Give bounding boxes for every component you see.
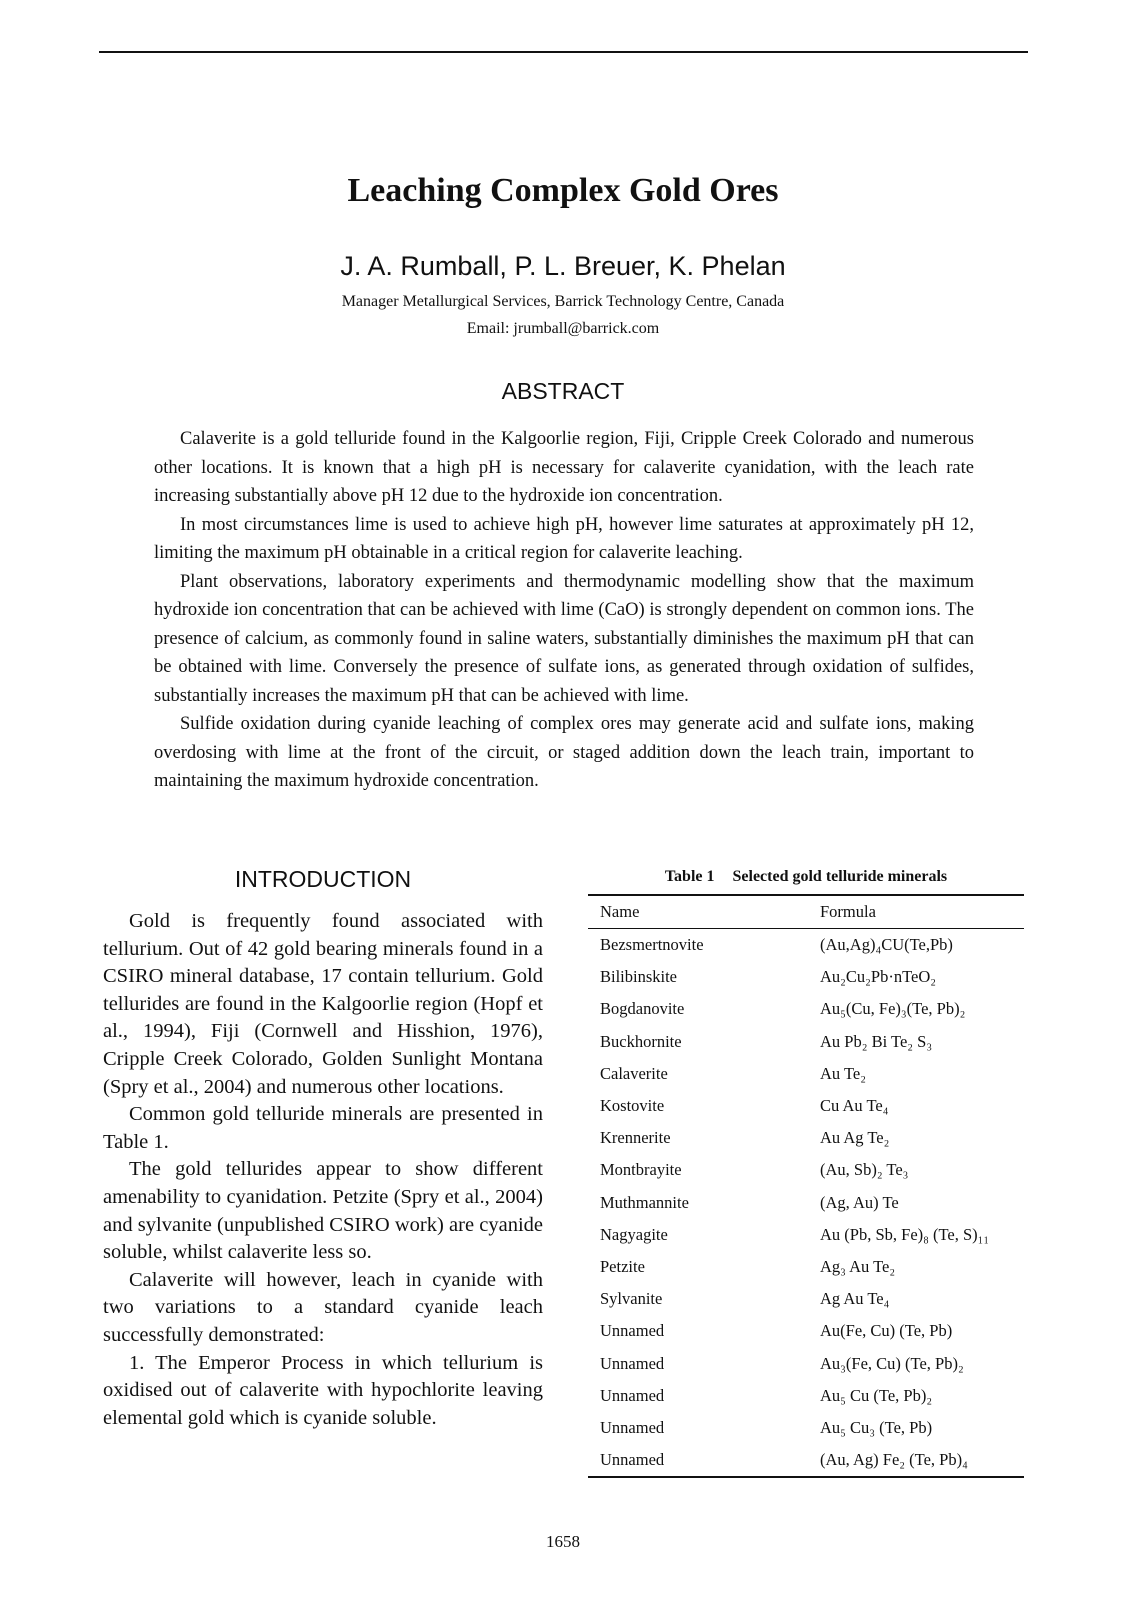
mineral-formula: Au₅ Cu (Te, Pb)₂: [820, 1385, 933, 1405]
paper-title: Leaching Complex Gold Ores: [347, 172, 779, 209]
mineral-formula: Cu Au Te₄: [820, 1096, 889, 1116]
mineral-name: Unnamed: [600, 1385, 665, 1405]
mineral-name: Montbrayite: [600, 1160, 682, 1180]
mineral-name: Calaverite: [600, 1063, 668, 1083]
table-row: [588, 1444, 1024, 1477]
intro-paragraph: The gold tellurides appear to show different amenability to cyanidation. Petzite (Spry et al., 2004) and sylvanite (unpublished CSIRO work) are cyanide soluble, whilst calaverite less so.: [103, 1158, 543, 1264]
paper-authors: J. A. Rumball, P. L. Breuer, K. Phelan: [340, 251, 786, 281]
mineral-formula: Au Ag Te₂: [820, 1128, 890, 1148]
table-row: [588, 1219, 1024, 1251]
mineral-formula: Au₅ Cu₃ (Te, Pb): [820, 1417, 933, 1437]
table-row: [588, 1122, 1024, 1154]
intro-paragraph: 1. The Emperor Process in which tellurium is oxidised out of calaverite with hypochlorite leaving elemental gold which is cyanide soluble.: [103, 1351, 543, 1429]
mineral-formula: Ag₃ Au Te₂: [820, 1256, 896, 1276]
intro-paragraph: Common gold telluride minerals are presented in Table 1.: [103, 1103, 543, 1153]
page-number: 1658: [546, 1532, 580, 1551]
table-row: [588, 929, 1024, 962]
table-row: [588, 1058, 1024, 1090]
table-row: [588, 993, 1024, 1025]
abstract-heading: ABSTRACT: [501, 378, 625, 404]
abstract-body: [154, 425, 974, 796]
mineral-name: Krennerite: [600, 1128, 671, 1148]
mineral-formula: (Au,Ag)₄CU(Te,Pb): [820, 935, 953, 955]
table-row: [588, 961, 1024, 993]
mineral-formula: Au Pb₂ Bi Te₂ S₃: [820, 1031, 933, 1051]
table-row: [588, 1090, 1024, 1122]
mineral-formula: (Au, Ag) Fe₂ (Te, Pb)₄: [808, 1444, 1024, 1477]
author-email: Email: jrumball@barrick.com: [466, 320, 660, 337]
mineral-formula: Au(Fe, Cu) (Te, Pb): [820, 1321, 953, 1341]
mineral-name: Petzite: [600, 1256, 645, 1276]
table-header-row: [588, 895, 1024, 929]
column-header-formula: Formula: [808, 895, 1024, 929]
column-header-name: Name: [588, 895, 808, 929]
author-affiliation: Manager Metallurgical Services, Barrick Technology Centre, Canada: [341, 293, 785, 310]
intro-paragraph: Gold is frequently found associated with tellurium. Out of 42 gold bearing minerals found in a CSIRO mineral database, 17 contain tellurium. Gold tellurides are found in the Kalgoorlie region (Hopf et al., 1994), Fiji (Cornwell and Hisshion, 1976), Cripple Creek Colorado, Golden Sunlight Montana (Spry et al., 2004) and numerous other locations.: [103, 910, 543, 1098]
table-row: [588, 1315, 1024, 1347]
table-row: [588, 1347, 1024, 1379]
mineral-formula: Au Te₂: [820, 1063, 866, 1083]
top-rule: [99, 51, 1028, 53]
mineral-name: Nagyagite: [600, 1224, 668, 1244]
mineral-name: Buckhornite: [600, 1031, 682, 1051]
mineral-name: Muthmannite: [600, 1192, 689, 1212]
table-row: [588, 1026, 1024, 1058]
table-caption: [588, 868, 1024, 886]
table-row: [588, 1380, 1024, 1412]
mineral-formula: Au₅(Cu, Fe)₃(Te, Pb)₂: [820, 999, 966, 1019]
abstract-paragraph: Calaverite is a gold telluride found in the Kalgoorlie region, Fiji, Cripple Creek Colorado and numerous other locations. It is known that a high pH is necessary for calaverite cyanidation, with the leach rate increasing substantially above pH 12 due to the hydroxide ion concentration.: [154, 429, 974, 506]
table-row: [588, 1412, 1024, 1444]
introduction-heading: INTRODUCTION: [234, 866, 412, 892]
mineral-name: Bilibinskite: [600, 967, 678, 987]
abstract-paragraph: In most circumstances lime is used to achieve high pH, however lime saturates at approximately pH 12, limiting the maximum pH obtainable in a critical region for calaverite leaching.: [154, 514, 974, 563]
mineral-formula: (Au, Sb)₂ Te₃: [820, 1160, 909, 1180]
mineral-name: Bezsmertnovite: [600, 935, 704, 955]
minerals-table: [588, 894, 1024, 1478]
mineral-name: Bogdanovite: [600, 999, 685, 1019]
mineral-name: Sylvanite: [600, 1289, 663, 1309]
mineral-formula: Au₂Cu₂Pb·nTeO₂: [820, 967, 937, 987]
table-row: [588, 1251, 1024, 1283]
table-caption-text: Selected gold telluride minerals: [732, 868, 948, 885]
table-row: [588, 1154, 1024, 1186]
mineral-name: Unnamed: [588, 1444, 808, 1477]
table-row: [588, 1283, 1024, 1315]
mineral-formula: Ag Au Te₄: [820, 1289, 890, 1309]
abstract-paragraph: Sulfide oxidation during cyanide leaching of complex ores may generate acid and sulfate ions, making overdosing with lime at the front of the circuit, or staged addition down the leach train, important to maintaining the maximum hydroxide concentration.: [154, 714, 974, 791]
table-row: [588, 1187, 1024, 1219]
abstract-paragraph: Plant observations, laboratory experiments and thermodynamic modelling show that the maximum hydroxide ion concentration that can be achieved with lime (CaO) is strongly dependent on common ions. The presence of calcium, as commonly found in saline waters, substantially diminishes the maximum pH that can be obtained with lime. Conversely the presence of sulfate ions, as generated through oxidation of sulfides, substantially increases the maximum pH that can be achieved with lime.: [154, 571, 974, 706]
intro-paragraph: Calaverite will however, leach in cyanide with two variations to a standard cyanide leach successfully demonstrated:: [103, 1268, 543, 1346]
mineral-name: Unnamed: [600, 1353, 665, 1373]
table-label: Table 1: [664, 868, 715, 885]
mineral-name: Kostovite: [600, 1096, 665, 1116]
mineral-name: Unnamed: [600, 1417, 665, 1437]
mineral-formula: Au₃(Fe, Cu) (Te, Pb)₂: [820, 1353, 964, 1373]
mineral-formula: (Ag, Au) Te: [820, 1192, 899, 1212]
mineral-name: Unnamed: [600, 1321, 665, 1341]
introduction-body: [103, 908, 543, 1432]
mineral-formula: Au (Pb, Sb, Fe)₈ (Te, S)₁₁: [820, 1224, 990, 1244]
